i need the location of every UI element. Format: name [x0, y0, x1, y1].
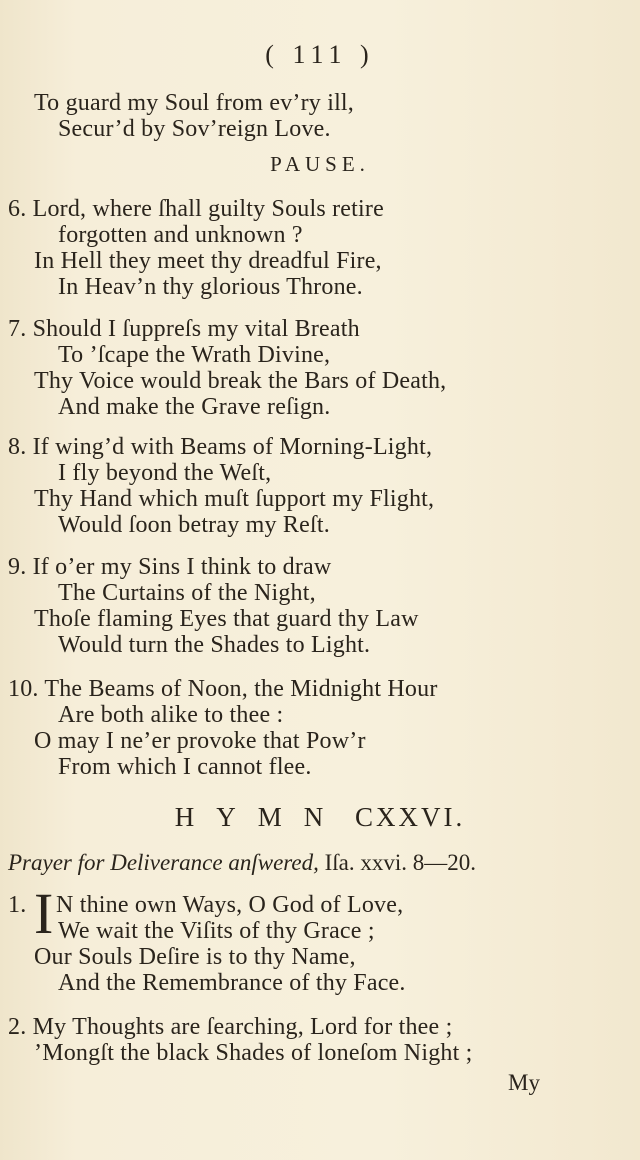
verse-line: The Curtains of the Night,: [58, 580, 316, 606]
verse-line: To guard my Soul from ev’ry ill,: [34, 90, 355, 116]
verse-line: And the Remembrance of thy Face.: [58, 970, 406, 996]
verse-line: To ’ſcape the Wrath Divine,: [58, 342, 331, 368]
verse-line: N thine own Ways, O God of Love,: [56, 892, 404, 918]
verse-line: 2. My Thoughts are ſearching, Lord for thee ;: [8, 1014, 453, 1040]
hymn-title: [0, 802, 640, 833]
verse-line: We wait the Viſits of thy Grace ;: [58, 918, 375, 944]
hymn-subtitle: [8, 850, 476, 876]
verse-line: From which I cannot flee.: [58, 754, 312, 780]
verse-line: And make the Grave reſign.: [58, 394, 331, 420]
pause-heading: PAUSE.: [270, 152, 370, 176]
subtitle-text: Prayer for Deliverance anſwered,: [8, 850, 319, 875]
verse-line: ’Mongſt the black Shades of loneſom Night ;: [34, 1040, 473, 1066]
catchword: My: [508, 1070, 540, 1095]
verse-line: 9. If o’er my Sins I think to draw: [8, 554, 332, 580]
verse-line: 6. Lord, where ſhall guilty Souls retire: [8, 196, 384, 222]
verse-line: I fly beyond the Weſt,: [58, 460, 272, 486]
verse-line: In Heav’n thy glorious Throne.: [58, 274, 363, 300]
verse-line: 8. If wing’d with Beams of Morning-Light,: [8, 434, 433, 460]
verse-line: Our Souls Deſire is to thy Name,: [34, 944, 356, 970]
verse-line: 10. The Beams of Noon, the Midnight Hour: [8, 676, 438, 702]
verse-line: Are both alike to thee :: [58, 702, 284, 728]
verse-line: forgotten and unknown ?: [58, 222, 303, 248]
verse-line: Would ſoon betray my Reſt.: [58, 512, 330, 538]
verse-line: Thy Voice would break the Bars of Death,: [34, 368, 447, 394]
hymn-number: CXXVI.: [355, 802, 466, 832]
scripture-reference: Iſa. xxvi. 8—20.: [324, 850, 476, 875]
verse-line: Would turn the Shades to Light.: [58, 632, 371, 658]
verse-line: O may I ne’er provoke that Pow’r: [34, 728, 366, 754]
page-number: ( 111 ): [265, 40, 375, 69]
drop-cap: I: [34, 881, 54, 946]
verse-line: Thoſe flaming Eyes that guard thy Law: [34, 606, 419, 632]
verse-line: Secur’d by Sov’reign Love.: [58, 116, 331, 142]
hymn-word: HYMN: [174, 802, 346, 832]
verse-line: Thy Hand which muſt ſupport my Flight,: [34, 486, 435, 512]
verse-line: In Hell they meet thy dreadful Fire,: [34, 248, 382, 274]
stanza-number: 1.: [8, 892, 27, 918]
verse-line: 7. Should I ſuppreſs my vital Breath: [8, 316, 360, 342]
